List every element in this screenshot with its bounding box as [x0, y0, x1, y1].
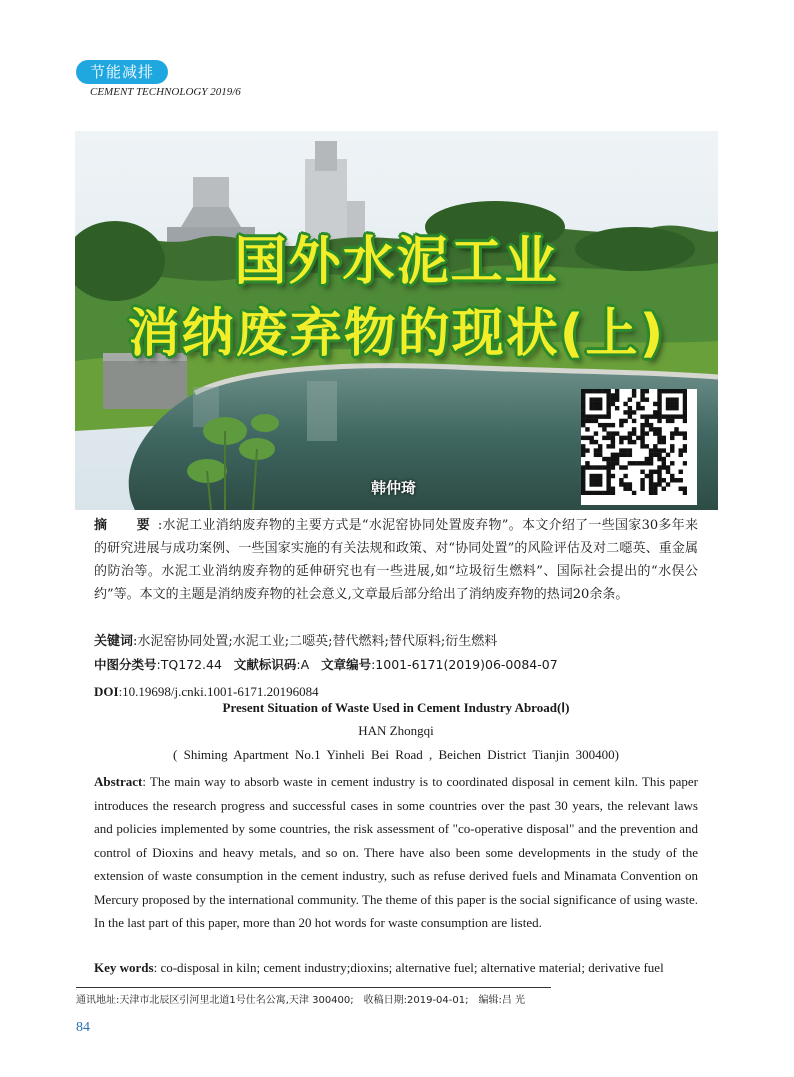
article-title-line1: 国外水泥工业: [234, 232, 559, 292]
english-keywords: [94, 960, 698, 976]
clc-label: 中图分类号: [94, 657, 157, 672]
abstract-cn-text: :水泥工业消纳废弃物的主要方式是“水泥窑协同处置废弃物”。本文介绍了一些国家30多年来的研究进展与成功案例、一些国家实施的有关法规和政策、对“协同处置”的风险评估及对二噁英、重金属的防治等。水泥工业消纳废弃物的延伸研究也有一些进展,如“垃圾衍生燃料”、国际社会提出的“水俣公约”等。本文的主题是消纳废弃物的社会意义,文章最后部分给出了消纳废弃物的热词20余条。: [94, 518, 698, 602]
doc-code-value: :A: [296, 657, 310, 672]
section-tag: 节能减排: [76, 60, 168, 84]
keywords-cn-text: :水泥窑协同处置;水泥工业;二噁英;替代燃料;替代原料;衍生燃料: [133, 634, 498, 649]
classification-line: [94, 653, 698, 676]
footnote: 通讯地址:天津市北辰区引河里北道1号仕名公寓,天津 300400; 收稿日期:2019-04-01; 编辑:吕 光: [76, 995, 526, 1006]
english-keywords-text: : co-disposal in kiln; cement industry;dioxins; alternative fuel; alternative material; derivative fuel: [153, 960, 664, 975]
footnote-divider: [76, 987, 551, 988]
doi-value: :10.19698/j.cnki.1001-6171.20196084: [118, 684, 319, 699]
article-title-line2: 消纳废弃物的现状(上): [127, 304, 666, 364]
english-title: Present Situation of Waste Used in Cement Industry Abroad(Ⅰ): [222, 700, 570, 715]
abstract-cn: [94, 514, 698, 606]
doi-label: DOI: [94, 684, 119, 699]
english-author: HAN Zhongqi: [358, 723, 434, 738]
page-number: 84: [76, 1020, 90, 1035]
clc-value: :TQ172.44: [156, 657, 222, 672]
keywords-cn-label: 关键词: [94, 634, 134, 649]
english-abstract-text: : The main way to absorb waste in cement industry is to coordinated disposal in cement kiln. This paper introduces the research progress and successful cases in some countries over the past 30 years, the relevant laws and policies implemented by some countries, the risk assessment of "co-operative disposal" and the prevention and control of Dioxins and heavy metals, and so on. There have also been some developments in the study of the extension of waste consumption in the cement industry, such as refuse derived fuels and Minamata Convention on Mercury proposed by the international community. The theme of this paper is the social significance of using waste. In the last part of this paper, more than 20 hot words for waste consumption are listed.: [94, 774, 698, 930]
article-no-label: 文章编号: [321, 657, 372, 672]
abstract-cn-label: 摘 要: [94, 518, 158, 533]
article-no-value: :1001-6171(2019)06-0084-07: [371, 657, 558, 672]
english-abstract-label: Abstract: [94, 774, 143, 789]
qr-code-icon: [581, 389, 697, 505]
english-abstract: [94, 770, 698, 935]
hero-image: [75, 131, 718, 510]
english-affiliation: ( Shiming Apartment No.1 Yinheli Bei Road , Beichen District Tianjin 300400): [173, 747, 619, 762]
english-keywords-label: Key words: [94, 960, 154, 975]
keywords-cn: [94, 630, 698, 653]
journal-name: CEMENT TECHNOLOGY 2019/6: [90, 86, 241, 98]
author-name-cn: 韩仲琦: [371, 479, 417, 497]
doc-code-label: 文献标识码: [233, 657, 297, 672]
